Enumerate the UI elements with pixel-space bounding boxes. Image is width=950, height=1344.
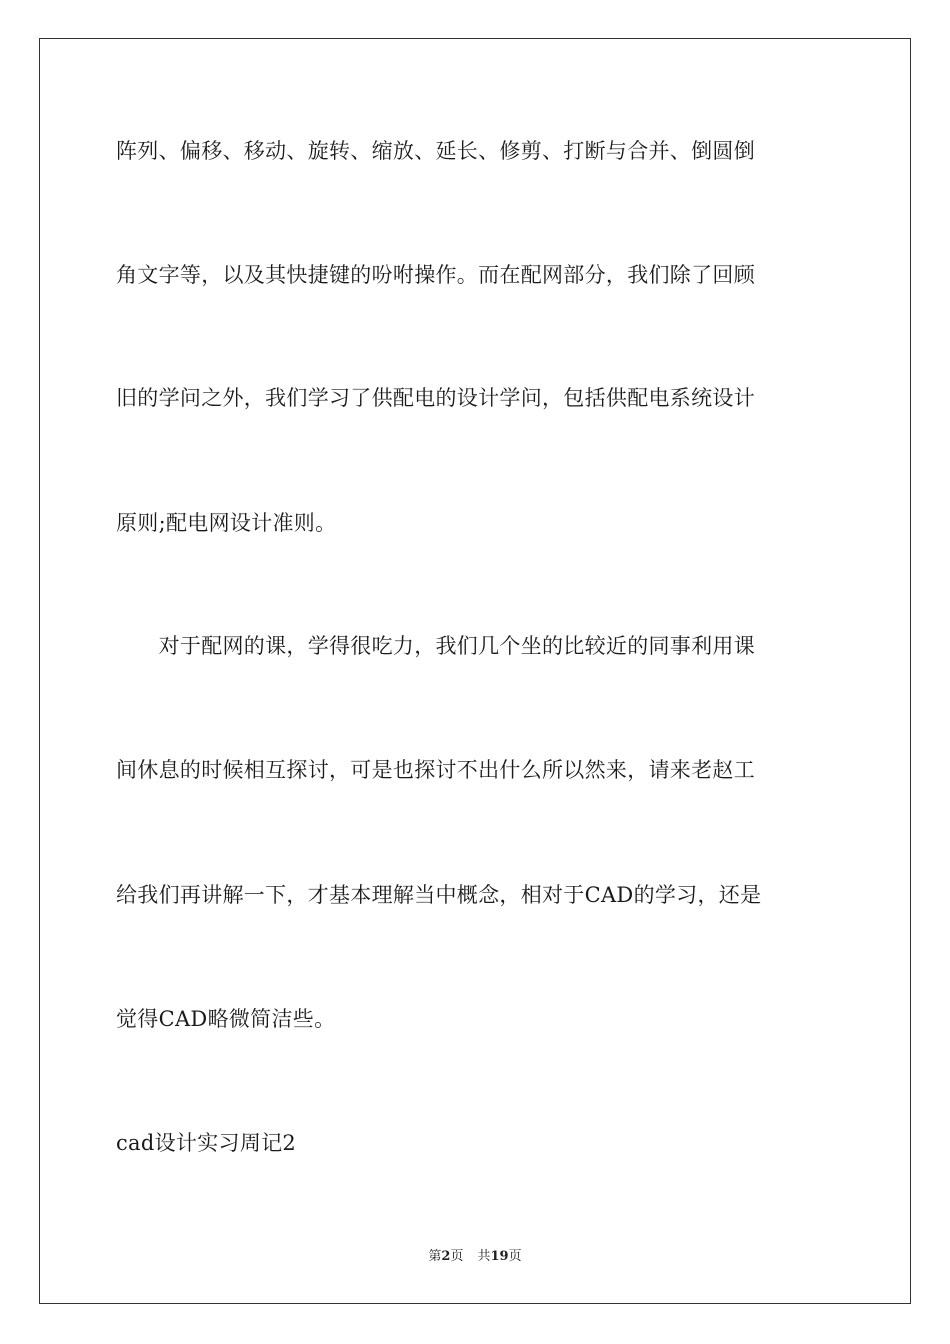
page-current: 2 xyxy=(441,1249,451,1264)
body-line-5: 对于配网的课，学得很吃力，我们几个坐的比较近的同事利用课 xyxy=(116,634,755,658)
body-line-8: 觉得CAD略微简洁些。 xyxy=(116,1007,336,1031)
body-line-1: 阵列、偏移、移动、旋转、缩放、延长、修剪、打断与合并、倒圆倒 xyxy=(116,139,755,163)
body-line-6: 间休息的时候相互探讨，可是也探讨不出什么所以然来，请来老赵工 xyxy=(116,758,755,782)
page-prefix: 第 xyxy=(428,1249,442,1264)
total-prefix: 共 xyxy=(477,1249,491,1264)
page-border xyxy=(39,38,911,1304)
total-pages: 19 xyxy=(490,1249,509,1264)
body-line-3: 旧的学问之外，我们学习了供配电的设计学问，包括供配电系统设计 xyxy=(116,386,755,410)
section-heading: cad设计实习周记2 xyxy=(116,1131,297,1155)
page-suffix: 页 xyxy=(450,1249,464,1264)
body-line-4: 原则;配电网设计准则。 xyxy=(116,511,337,535)
total-suffix: 页 xyxy=(508,1249,522,1264)
body-line-2: 角文字等，以及其快捷键的吩咐操作。而在配网部分，我们除了回顾 xyxy=(116,263,755,287)
body-line-7: 给我们再讲解一下，才基本理解当中概念，相对于CAD的学习，还是 xyxy=(116,883,762,907)
page-footer xyxy=(0,1248,950,1266)
